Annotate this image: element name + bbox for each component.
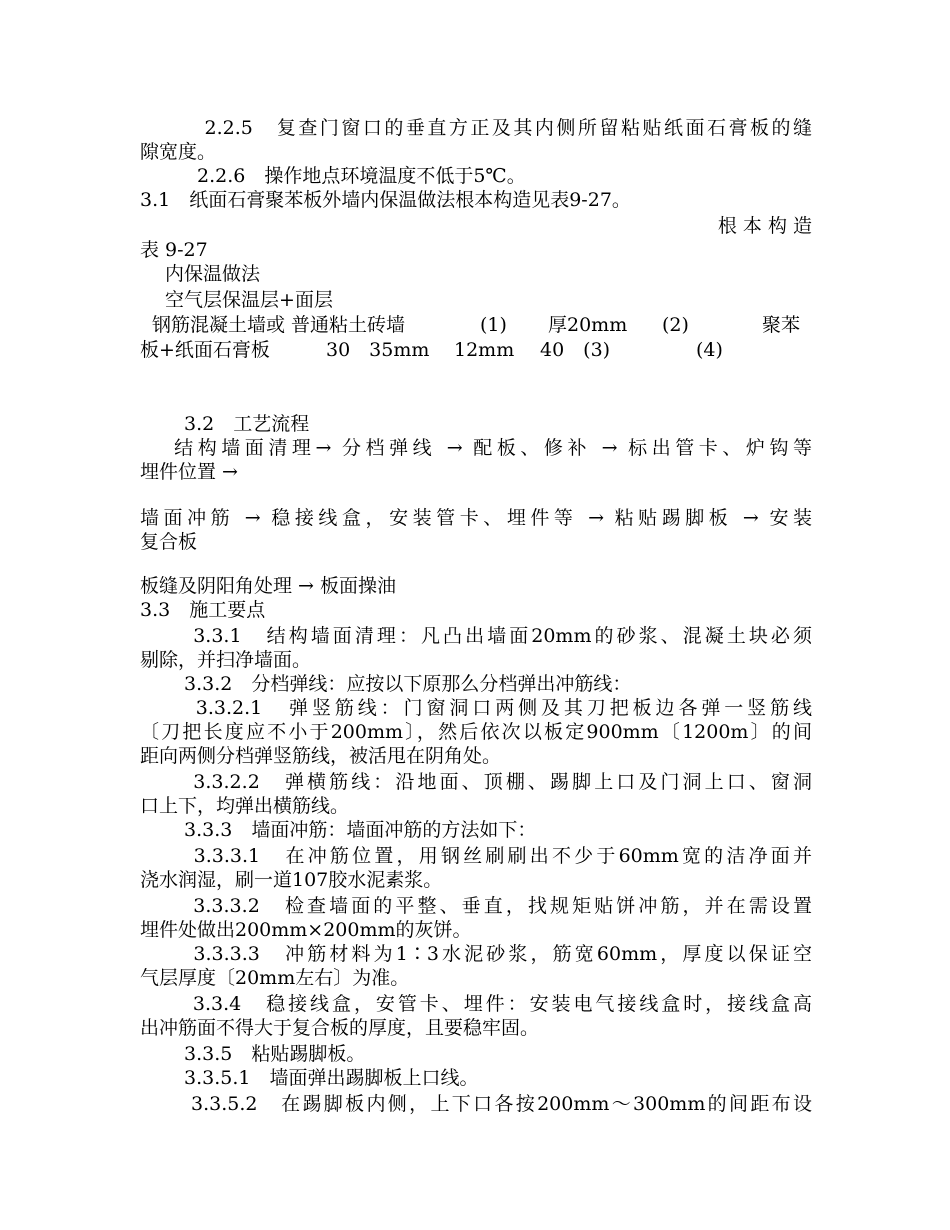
paragraph-line: 出冲筋面不得大于复合板的厚度，且要稳牢固。 bbox=[140, 1017, 540, 1039]
table-cell: 钢筋混凝土墙或 普通粘土砖墙 bbox=[152, 314, 406, 336]
paragraph-line: 〔刀把长度应不小于200mm〕，然后依次以板定900mm〔1200m〕的间 bbox=[140, 721, 812, 743]
paragraph-line: 3.3.3.1 在冲筋位置，用钢丝刷刷出不少于60mm宽的洁净面并 bbox=[140, 845, 812, 867]
paragraph-line: 3.3.2.1 弹竖筋线：门窗洞口两侧及其刀把板边各弹一竖筋线 bbox=[140, 697, 812, 719]
table-cell: (2) bbox=[662, 314, 689, 336]
table-header: 空气层保温层+面层 bbox=[140, 289, 333, 311]
paragraph-line: 3.3.5.1 墙面弹出踢脚板上口线。 bbox=[140, 1067, 479, 1089]
table-cell: 板+纸面石膏板 bbox=[140, 339, 270, 361]
table-cell: (1) bbox=[480, 314, 507, 336]
paragraph-line: 3.3.3.3 冲筋材料为1∶3水泥砂浆，筋宽60mm，厚度以保证空 bbox=[140, 943, 812, 965]
flow-line: 结构墙面清理→ 分档弹线 → 配板、修补 → 标出管卡、炉钩等 bbox=[140, 437, 812, 459]
table-header: 内保温做法 bbox=[140, 263, 261, 285]
paragraph-line: 3.3.3.2 检查墙面的平整、垂直，找规矩贴饼冲筋，并在需设置 bbox=[140, 895, 812, 917]
section-heading: 3.3 施工要点 bbox=[140, 599, 266, 621]
paragraph-line: 口上下，均弹出横筋线。 bbox=[140, 795, 350, 817]
table-cell: 聚苯 bbox=[762, 314, 801, 336]
paragraph-line: 3.3.4 稳接线盒，安管卡、埋件：安装电气接线盒时，接线盒高 bbox=[140, 993, 812, 1015]
table-cell: 12mm bbox=[454, 339, 515, 361]
table-row bbox=[140, 313, 812, 337]
table-cell: 40 (3) bbox=[540, 339, 611, 361]
table-cell: 30 35mm bbox=[326, 339, 430, 361]
paragraph-line: 3.3.5.2 在踢脚板内侧，上下口各按200mm～300mm的间距布设 bbox=[140, 1093, 812, 1115]
table-cell: (4) bbox=[696, 339, 723, 361]
paragraph-line: 距向两侧分档弹竖筋线，被活甩在阴角处。 bbox=[140, 745, 502, 767]
table-caption: 表 9-27 bbox=[140, 239, 208, 261]
paragraph-line: 3.3.2.2 弹横筋线：沿地面、顶棚、踢脚上口及门洞上口、窗洞 bbox=[140, 771, 812, 793]
flow-line: 埋件位置 → bbox=[140, 461, 238, 483]
paragraph-line: 埋件处做出200mm×200mm的灰饼。 bbox=[140, 919, 472, 941]
flow-line: 板缝及阴阳角处理 → 板面操油 bbox=[140, 575, 396, 597]
paragraph-line: 3.3.1 结构墙面清理：凡凸出墙面20mm的砂浆、混凝土块必须 bbox=[140, 625, 812, 647]
paragraph-line: 隙宽度。 bbox=[140, 141, 217, 163]
paragraph-line: 3.3.2 分档弹线：应按以下原那么分档弹出冲筋线： bbox=[140, 673, 632, 695]
section-heading: 3.1 纸面石膏聚苯板外墙内保温做法根本构造见表9-27。 bbox=[140, 189, 631, 211]
section-heading: 3.2 工艺流程 bbox=[140, 413, 310, 435]
table-caption: 根 本 构 造 bbox=[717, 215, 812, 237]
paragraph-line: 剔除，并扫净墙面。 bbox=[140, 649, 312, 671]
flow-line: 复合板 bbox=[140, 531, 198, 553]
paragraph-line: 浇水润湿，刷一道107胶水泥素浆。 bbox=[140, 869, 443, 891]
table-cell: 厚20mm bbox=[548, 314, 628, 336]
paragraph-line: 3.3.3 墙面冲筋：墙面冲筋的方法如下： bbox=[140, 819, 537, 841]
paragraph-line: 气层厚度〔20mm左右〕为准。 bbox=[140, 967, 410, 989]
paragraph-line: 3.3.5 粘贴踢脚板。 bbox=[140, 1043, 366, 1065]
table-row bbox=[140, 338, 812, 362]
paragraph-line: 2.2.5 复查门窗口的垂直方正及其内侧所留粘贴纸面石膏板的缝 bbox=[140, 117, 812, 139]
flow-line: 墙面冲筋 → 稳接线盒，安装管卡、埋件等 → 粘贴踢脚板 → 安装 bbox=[140, 507, 812, 529]
paragraph-line: 2.2.6 操作地点环境温度不低于5℃。 bbox=[140, 165, 526, 187]
